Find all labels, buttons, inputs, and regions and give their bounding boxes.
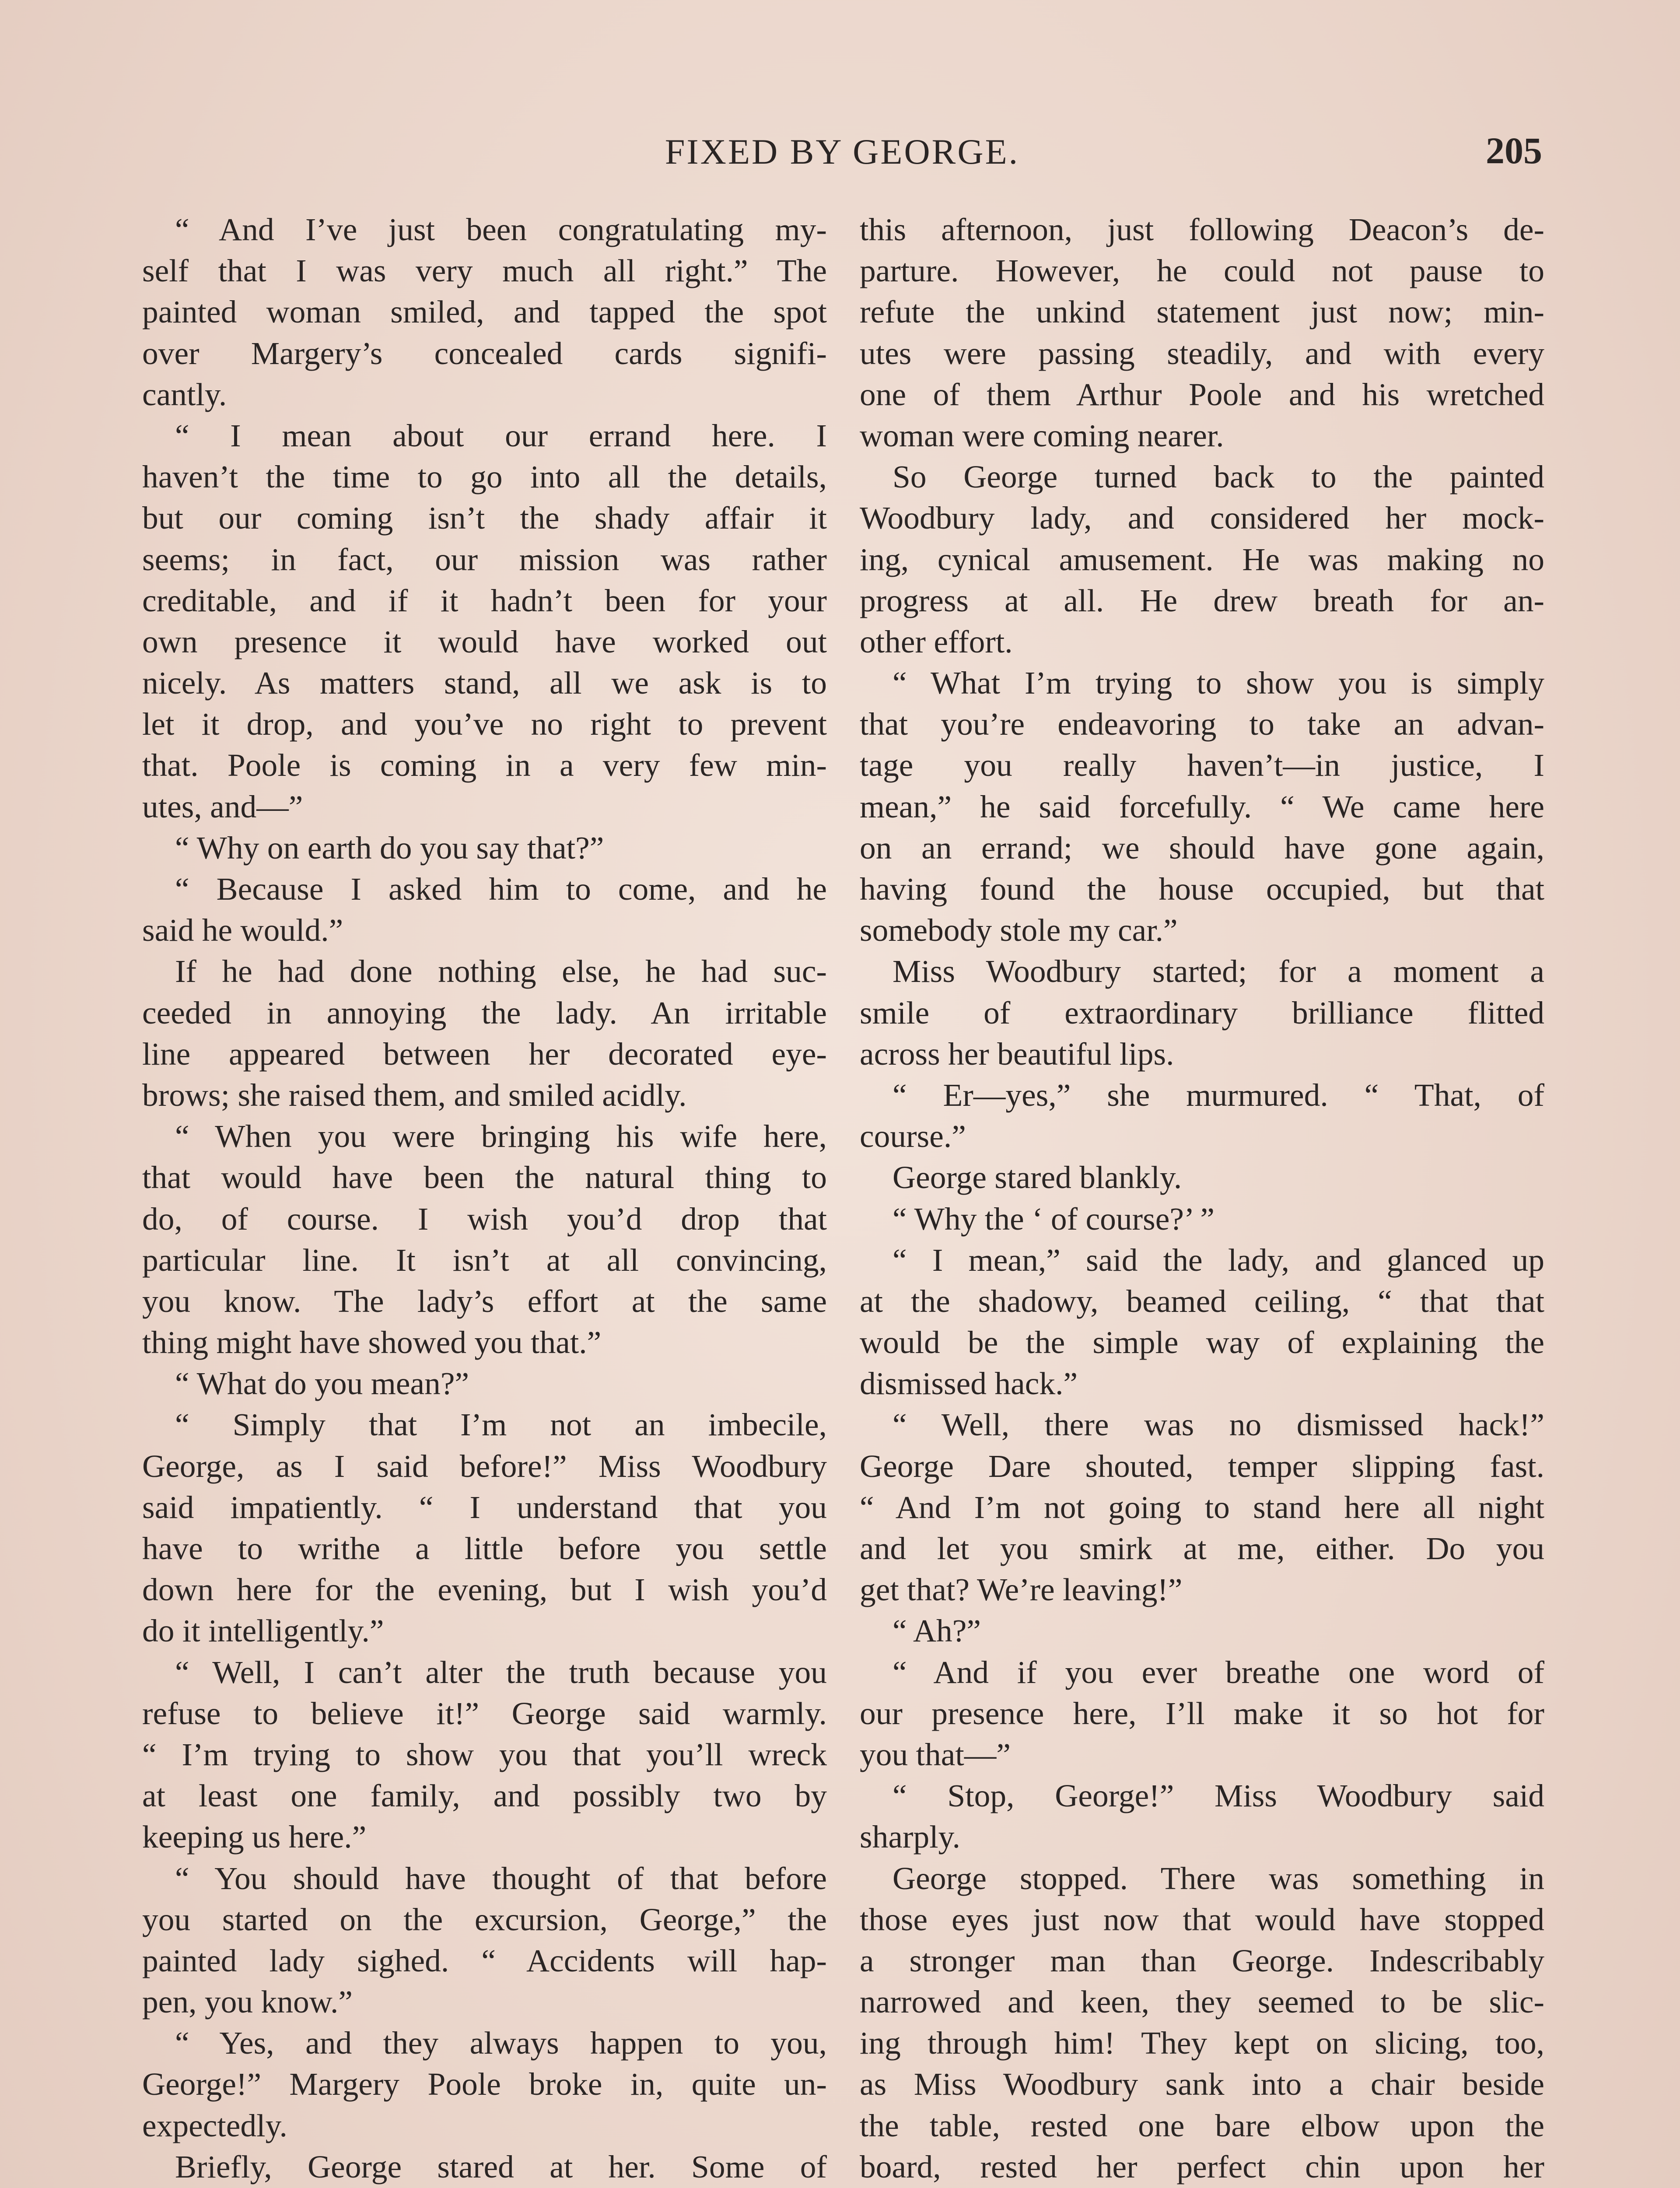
text-line: and let you smirk at me, either. Do you [860, 1531, 1544, 1566]
text-line: you that—” [860, 1736, 1011, 1772]
text-line: this afternoon, just following Deacon’s de- [860, 212, 1544, 247]
text-line: “ Yes, and they always happen to you, [175, 2025, 827, 2061]
text-line: you started on the excursion, George,” the [142, 1901, 827, 1937]
text-line: ing, cynical amusement. He was making no [860, 541, 1544, 577]
text-line: line appeared between her decorated eye- [142, 1036, 827, 1072]
text-line: down here for the evening, but I wish you’d [142, 1572, 827, 1608]
text-line: Miss Woodbury started; for a moment a [892, 954, 1544, 989]
text-line: that you’re endeavoring to take an advan- [860, 706, 1544, 742]
text-line: cantly. [142, 376, 227, 412]
running-title: FIXED BY GEORGE. [665, 132, 1020, 172]
text-line: as Miss Woodbury sank into a chair beside [860, 2066, 1544, 2102]
text-line: said he would.” [142, 912, 343, 948]
text-line: ing through him! They kept on slicing, too, [860, 2025, 1544, 2061]
text-line: have to writhe a little before you settle [142, 1531, 827, 1566]
text-line: utes were passing steadily, and with every [860, 335, 1544, 371]
text-line: “ Well, there was no dismissed hack!” [892, 1407, 1544, 1443]
text-line: “ Ah?” [892, 1613, 981, 1649]
text-line: that. Poole is coming in a very few min- [142, 747, 827, 783]
text-line: at least one family, and possibly two by [142, 1778, 827, 1814]
text-line: smile of extraordinary brilliance flitted [860, 995, 1544, 1031]
text-line: “ What I’m trying to show you is simply [892, 665, 1544, 701]
text-line: utes, and—” [142, 789, 303, 824]
text-line: expectedly. [142, 2107, 287, 2143]
text-line: “ Er—yes,” she murmured. “ That, of [892, 1077, 1544, 1113]
text-line: other effort. [860, 624, 1013, 659]
text-line: “ And I’ve just been congratulating my- [175, 212, 827, 247]
text-line: keeping us here.” [142, 1819, 367, 1855]
text-column-left [142, 209, 827, 2188]
text-line: “ When you were bringing his wife here, [175, 1119, 827, 1154]
text-line: but our coming isn’t the shady affair it [142, 500, 827, 536]
text-line: “ And I’m not going to stand here all night [860, 1489, 1544, 1525]
text-line: dismissed hack.” [860, 1366, 1078, 1402]
text-line: “ I mean about our errand here. I [175, 417, 827, 453]
text-line: “ Simply that I’m not an imbecile, [175, 1407, 827, 1443]
text-line: course.” [860, 1119, 966, 1154]
text-line: parture. However, he could not pause to [860, 253, 1544, 289]
text-line: those eyes just now that would have stopped [860, 1901, 1544, 1937]
text-line: board, rested her perfect chin upon her [860, 2149, 1544, 2184]
text-line: Briefly, George stared at her. Some of [175, 2149, 827, 2184]
text-line: haven’t the time to go into all the details, [142, 459, 827, 495]
text-line: the table, rested one bare elbow upon the [860, 2107, 1544, 2143]
text-line: nicely. As matters stand, all we ask is to [142, 665, 827, 701]
text-line: you know. The lady’s effort at the same [142, 1283, 827, 1319]
text-line: creditable, and if it hadn’t been for your [142, 582, 827, 618]
text-line: particular line. It isn’t at all convincing, [142, 1242, 827, 1278]
text-line: would be the simple way of explaining the [860, 1325, 1544, 1360]
text-line: on an errand; we should have gone again, [860, 830, 1544, 866]
text-column-right [860, 209, 1544, 2188]
text-line: do it intelligently.” [142, 1613, 384, 1649]
text-line: seems; in fact, our mission was rather [142, 541, 827, 577]
text-line: own presence it would have worked out [142, 624, 827, 659]
text-line: “ Well, I can’t alter the truth because you [175, 1654, 827, 1690]
page-header [142, 131, 1542, 184]
text-line: tage you really haven’t—in justice, I [860, 747, 1544, 783]
text-line: If he had done nothing else, he had suc- [175, 954, 827, 989]
text-line: brows; she raised them, and smiled acidly. [142, 1077, 687, 1113]
text-line: across her beautiful lips. [860, 1036, 1174, 1072]
text-line: “ You should have thought of that before [175, 1860, 827, 1896]
text-line: self that I was very much all right.” The [142, 253, 827, 289]
text-line: “ I’m trying to show you that you’ll wreck [142, 1736, 827, 1772]
text-line: that would have been the natural thing to [142, 1160, 827, 1196]
text-line: “ Why on earth do you say that?” [175, 830, 604, 866]
text-line: painted lady sighed. “ Accidents will hap- [142, 1943, 827, 1978]
text-line: mean,” he said forcefully. “ We came here [860, 789, 1544, 824]
text-line: refuse to believe it!” George said warmly. [142, 1695, 827, 1731]
text-line: Woodbury lady, and considered her mock- [860, 500, 1544, 536]
text-line: “ And if you ever breathe one word of [892, 1654, 1544, 1690]
text-line: over Margery’s concealed cards signifi- [142, 335, 827, 371]
text-line: let it drop, and you’ve no right to prevent [142, 706, 827, 742]
text-line: George Dare shouted, temper slipping fast. [860, 1448, 1544, 1484]
text-line: having found the house occupied, but that [860, 871, 1544, 907]
text-line: George stopped. There was something in [892, 1860, 1544, 1896]
text-line: ceeded in annoying the lady. An irritable [142, 995, 827, 1031]
text-line: George!” Margery Poole broke in, quite un- [142, 2066, 827, 2102]
text-line: “ I mean,” said the lady, and glanced up [892, 1242, 1544, 1278]
text-line: “ Why the ‘ of course?’ ” [892, 1201, 1215, 1237]
text-line: woman were coming nearer. [860, 417, 1224, 453]
text-line: get that? We’re leaving!” [860, 1572, 1183, 1608]
text-line: pen, you know.” [142, 1984, 353, 2020]
text-line: said impatiently. “ I understand that you [142, 1489, 827, 1525]
text-line: sharply. [860, 1819, 960, 1855]
text-line: “ Because I asked him to come, and he [175, 871, 827, 907]
text-line: do, of course. I wish you’d drop that [142, 1201, 827, 1237]
text-line: narrowed and keen, they seemed to be slic- [860, 1984, 1544, 2020]
text-line: So George turned back to the painted [892, 459, 1544, 495]
text-line: “ What do you mean?” [175, 1366, 469, 1402]
text-line: thing might have showed you that.” [142, 1325, 602, 1360]
text-line: “ Stop, George!” Miss Woodbury said [892, 1778, 1544, 1814]
text-line: one of them Arthur Poole and his wretched [860, 376, 1544, 412]
text-line: our presence here, I’ll make it so hot for [860, 1695, 1544, 1731]
text-line: refute the unkind statement just now; min- [860, 294, 1544, 330]
text-line: progress at all. He drew breath for an- [860, 582, 1544, 618]
text-line: a stronger man than George. Indescribably [860, 1943, 1544, 1978]
text-line: somebody stole my car.” [860, 912, 1178, 948]
text-line: at the shadowy, beamed ceiling, “ that that [860, 1283, 1544, 1319]
text-line: painted woman smiled, and tapped the spot [142, 294, 827, 330]
page-number: 205 [1486, 130, 1542, 172]
text-line: George, as I said before!” Miss Woodbury [142, 1448, 827, 1484]
text-line: George stared blankly. [892, 1160, 1182, 1196]
